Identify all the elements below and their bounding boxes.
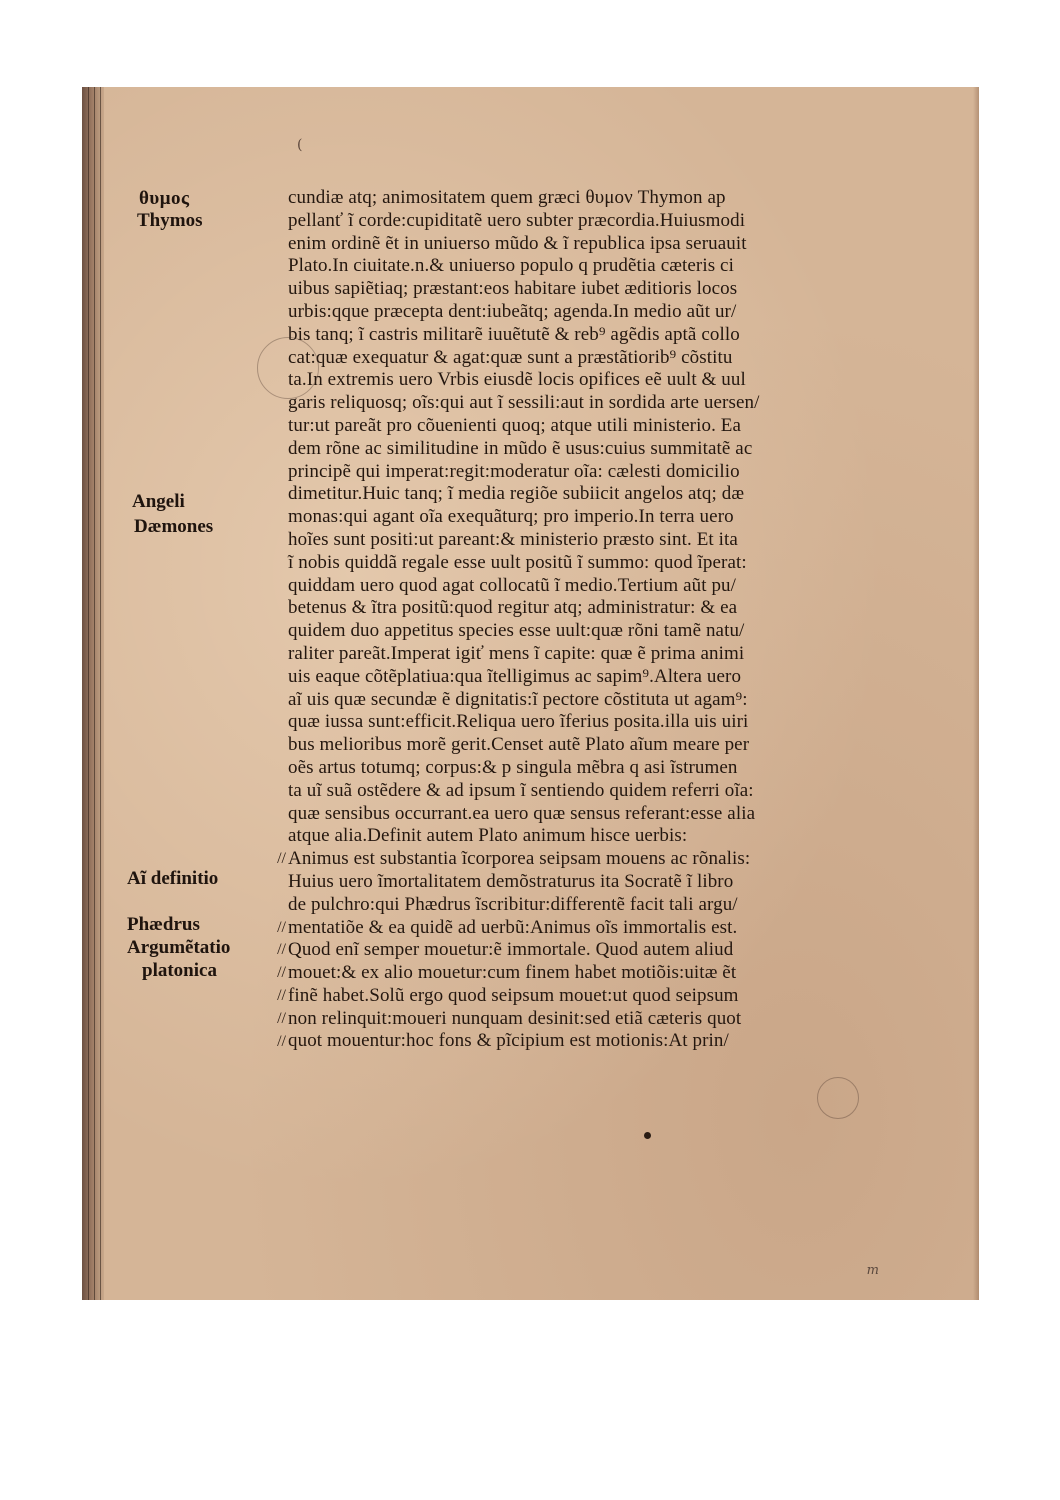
marginal-note-platonica: platonica [142, 960, 217, 981]
gutter-line [100, 87, 101, 1300]
marginal-note-ai-definitio: Aĩ definitio [127, 868, 219, 889]
text-line: oẽs artus totumq; corpus:& p singula mẽbra q asi ĩstrumen [288, 756, 738, 778]
text-line: garis reliquosq; oĩs:qui aut ĩ sessili:aut in sordida arte uersen/ [288, 392, 760, 414]
text-line: cat:quæ exequatur & agat:quæ sunt a præstãtiorib⁹ cõstitu [288, 346, 733, 368]
quote-slash-mark: // [277, 850, 286, 868]
text-line: enim ordinẽ ẽt in uniuerso mũdo & ĩ republica ipsa seruauit [288, 232, 747, 254]
text-line: ĩ nobis quiddã regale esse uult positũ ĩ summo: quod ĩperat: [288, 551, 747, 573]
text-line: ta uĩ suã ostẽdere & ad ipsum ĩ sentiendo quidem referri oĩa: [288, 779, 754, 801]
marginal-note-daemones: Dæmones [134, 516, 214, 537]
text-line: monas:qui agant oĩa exequãturq; pro imperio.In terra uero [288, 506, 734, 528]
text-line: quidem duo appetitus species esse uult:quæ rõni tamẽ natu/ [288, 620, 745, 642]
gutter-line [94, 87, 95, 1300]
text-line: mentatiõe & ea quidẽ ad uerbũ:Animus oĩs immortalis est. [288, 916, 738, 938]
text-line: Animus est substantia ĩcorporea seipsam mouens ac rõnalis: [288, 848, 751, 870]
text-line: uibus sapiẽtiaq; præstant:eos habitare iubet æditioris locos [288, 278, 738, 300]
marginal-note-thymos: Thymos [137, 210, 203, 231]
text-line: raliter pareãt.Imperat igiť mens ĩ capite: quæ ẽ prima animi [288, 642, 745, 664]
marginal-note-argumetatio: Argumẽtatio [127, 937, 231, 958]
text-line: Plato.In ciuitate.n.& uniuerso populo q prudẽtia cæteris ci [288, 255, 734, 277]
folio-mark: m [866, 1263, 879, 1278]
quote-slash-mark: // [277, 964, 286, 982]
text-line: pellanť ĩ corde:cupiditatẽ uero subter præcordia.Huiusmodi [288, 209, 746, 231]
marginal-note-phaedrus: Phædrus [127, 914, 200, 935]
quote-slash-mark: // [277, 918, 286, 936]
text-line: cundiæ atq; animositatem quem græci θυμον Thymon ap [288, 187, 726, 208]
text-line: dem rõne ac similitudine in mũdo ẽ usus:cuius summitatẽ ac [288, 437, 753, 459]
text-line: quæ sensibus occurrant.ea uero quæ sensus referant:esse alia [288, 802, 756, 824]
text-line: non relinquit:moueri nunquam desinit:sed etiã cæteris quot [288, 1007, 742, 1029]
text-line: quæ iussa sunt:efficit.Reliqua uero ĩferius posita.illa uis uiri [288, 711, 749, 733]
text-line: principẽ qui imperat:regit:moderatur oĩa: cælesti domicilio [288, 460, 740, 482]
text-line: Quod enĩ semper mouetur:ẽ immortale. Quod autem aliud [288, 939, 734, 961]
text-line: de pulchro:qui Phædrus ĩscribitur:differentẽ facit tali argu/ [288, 893, 738, 915]
quote-slash-mark: // [277, 1032, 286, 1050]
text-line: bis tanq; ĩ castris militarẽ iuuẽtutẽ & reb⁹ agẽdis aptã collo [288, 323, 740, 345]
text-line: atque alia.Definit autem Plato animum hisce uerbis: [288, 825, 688, 847]
marginal-note-angeli: Angeli [132, 491, 185, 512]
text-line: aĩ uis quæ secundæ ẽ dignitatis:ĩ pectore cõstituta ut agam⁹: [288, 688, 748, 710]
library-stamp [817, 1077, 859, 1119]
text-line: quot mouentur:hoc fons & pĩcipium est motionis:At prin/ [288, 1030, 729, 1052]
text-line: finẽ habet.Solũ ergo quod seipsum mouet:ut quod seipsum [288, 984, 739, 1006]
text-line: quiddam uero quod agat collocatũ ĩ medio.Tertium aũt pu/ [288, 574, 737, 596]
book-page [82, 87, 979, 1300]
quote-slash-mark: // [277, 1009, 286, 1027]
page-mark: ( [297, 137, 303, 153]
quote-slash-mark: // [277, 941, 286, 959]
text-line: uis eaque cõtẽplatiua:qua ĩtelligimus ac sapim⁹.Altera uero [288, 665, 742, 687]
text-line: mouet:& ex alio mouetur:cum finem habet motiõis:uitæ ẽt [288, 962, 737, 984]
text-line: Huius uero ĩmortalitatem demõstraturus ita Socratẽ ĩ libro [288, 870, 734, 892]
marginal-note-greek: θυμος [139, 188, 190, 209]
text-line: ta.In extremis uero Vrbis eiusdẽ locis opifices eẽ uult & uul [288, 369, 746, 391]
text-line: tur:ut pareãt pro cõuenienti quoq; atque utili ministerio. Ea [288, 414, 742, 436]
text-line: dimetitur.Huic tanq; ĩ media regiõe subiicit angelos atq; dæ [288, 483, 745, 505]
text-line: betenus & ĩtra positũ:quod regitur atq; administratur: & ea [288, 597, 738, 619]
main-text-block [288, 187, 908, 1053]
text-line: bus melioribus morẽ gerit.Censet autẽ Plato aĩum meare per [288, 734, 750, 756]
page-edge-shadow [973, 87, 979, 1300]
library-stamp [257, 337, 319, 399]
text-line: hoĩes sunt positi:ut pareant:& ministerio præsto sint. Et ita [288, 528, 738, 550]
ink-dot [644, 1132, 651, 1139]
gutter-line [88, 87, 89, 1300]
quote-slash-mark: // [277, 987, 286, 1004]
text-line: urbis:qque præcepta dent:iubeãtq; agenda.In medio aũt ur/ [288, 300, 737, 322]
